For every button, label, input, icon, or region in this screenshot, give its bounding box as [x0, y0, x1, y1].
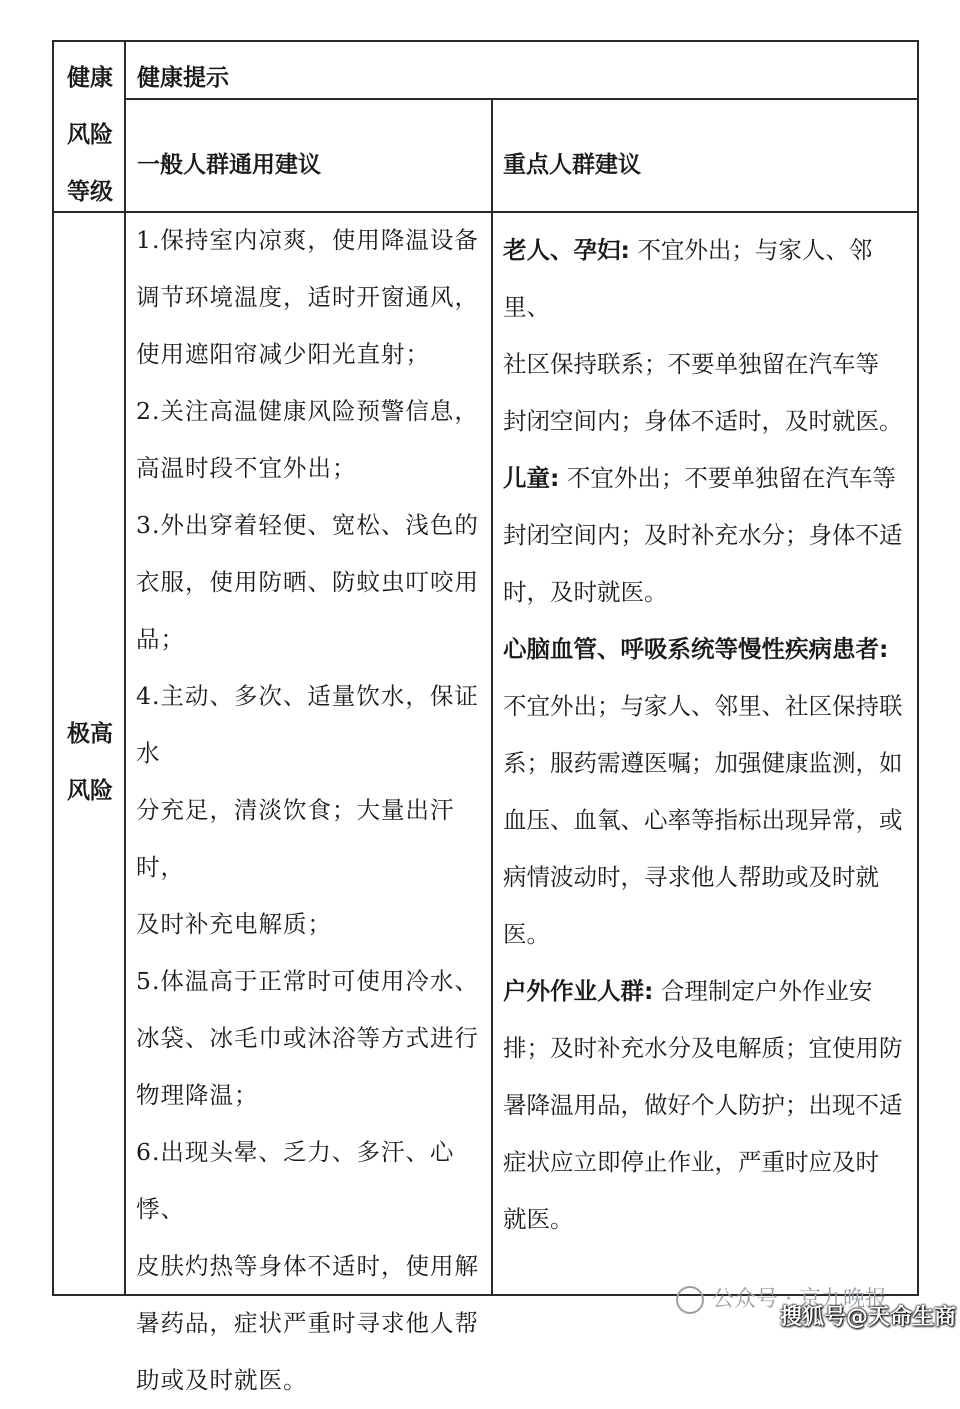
key-group-line: 不宜外出；与家人、邻里、: [503, 236, 873, 321]
key-group-line: 封闭空间内；身体不适时，及时就医。: [503, 407, 903, 435]
general-advice-line: 分充足，清淡饮食；大量出汗时，: [136, 796, 455, 881]
key-group-outdoor: [503, 963, 913, 1020]
general-advice-line: 暑药品，症状严重时寻求他人帮: [136, 1309, 479, 1337]
general-advice-line: 冰袋、冰毛巾或沐浴等方式进行: [136, 1024, 479, 1052]
level-title-line-1: 健康: [67, 65, 113, 91]
general-advice-line: 6.出现头晕、乏力、多汗、心悸、: [136, 1138, 455, 1223]
key-group-line: 症状应立即停止作业，严重时应及时: [503, 1148, 879, 1176]
key-group-line: 时，及时就医。: [503, 578, 668, 606]
general-advice-line: 5.体温高于正常时可使用冷水、: [136, 967, 479, 995]
general-advice-line: 及时补充电解质；: [136, 910, 332, 938]
key-group-line: 合理制定户外作业安: [653, 977, 873, 1005]
key-group-label: 儿童:: [503, 464, 560, 492]
level-title-line-2: 风险: [67, 122, 113, 148]
key-group-line: 系；服药需遵医嘱；加强健康监测，如: [503, 749, 903, 777]
general-advice-line: 高温时段不宜外出；: [136, 454, 357, 482]
key-group-line: 不宜外出；与家人、邻里、社区保持联: [503, 692, 903, 720]
general-advice-line: 皮肤灼热等身体不适时，使用解: [136, 1252, 479, 1280]
source-tag: 搜狐号@天命生商: [780, 1305, 957, 1330]
general-advice-line: 2.关注高温健康风险预警信息，: [136, 397, 479, 425]
header-subrow-divider: [125, 98, 919, 100]
key-group-elderly: [503, 222, 913, 336]
key-group-line: 封闭空间内；及时补充水分；身体不适: [503, 521, 903, 549]
general-advice-line: 衣服，使用防晒、防蚊虫叮咬用: [136, 568, 479, 596]
general-advice-line: 物理降温；: [136, 1081, 259, 1109]
key-population-header: 重点人群建议: [503, 152, 641, 178]
general-population-header: 一般人群通用建议: [137, 152, 321, 178]
key-advice-list: [503, 222, 913, 1248]
level-title-line-3: 等级: [67, 179, 113, 205]
table-left-border: [52, 40, 54, 1296]
key-group-label: 心脑血管、呼吸系统等慢性疾病患者:: [503, 635, 889, 663]
level-column-title: [56, 50, 124, 221]
key-group-line: 暑降温用品，做好个人防护；出现不适: [503, 1091, 903, 1119]
general-advice-line: 助或及时就医。: [136, 1366, 308, 1394]
key-group-children: [503, 450, 913, 507]
key-group-line: 就医。: [503, 1205, 574, 1233]
key-group-line: 排；及时补充水分及电解质；宜使用防: [503, 1034, 903, 1062]
key-group-line: 病情波动时，寻求他人帮助或及时就: [503, 863, 879, 891]
tips-header: 健康提示: [137, 65, 229, 91]
general-advice-line: 3.外出穿着轻便、宽松、浅色的: [136, 511, 479, 539]
key-group-chronic: [503, 621, 913, 678]
general-advice-line: 调节环境温度，适时开窗通风，: [136, 283, 479, 311]
general-advice-line: 4.主动、多次、适量饮水，保证水: [136, 682, 479, 767]
table-top-border: [52, 40, 919, 42]
key-group-line: 社区保持联系；不要单独留在汽车等: [503, 350, 879, 378]
risk-level-line-1: 极高: [67, 721, 113, 747]
general-advice-line: 使用遮阳帘减少阳光直射；: [136, 340, 430, 368]
watermark-text: 公众号 · 京九晚报: [712, 1287, 887, 1312]
general-advice-line: 1.保持室内凉爽，使用降温设备: [136, 226, 479, 254]
level-column-divider: [124, 40, 126, 1296]
wechat-official-account-icon: [676, 1286, 704, 1314]
general-advice-line: 品；: [136, 625, 185, 653]
table-right-border: [917, 40, 919, 1296]
key-group-label: 老人、孕妇:: [503, 236, 630, 264]
general-advice-list: [136, 212, 486, 1409]
risk-level-cell: [56, 706, 124, 820]
risk-level-line-2: 风险: [67, 778, 113, 804]
key-group-label: 户外作业人群:: [503, 977, 654, 1005]
general-key-divider: [491, 98, 493, 1296]
key-group-line: 血压、血氧、心率等指标出现异常，或: [503, 806, 903, 834]
key-group-line: 医。: [503, 920, 550, 948]
key-group-line: 不宜外出；不要单独留在汽车等: [559, 464, 896, 492]
